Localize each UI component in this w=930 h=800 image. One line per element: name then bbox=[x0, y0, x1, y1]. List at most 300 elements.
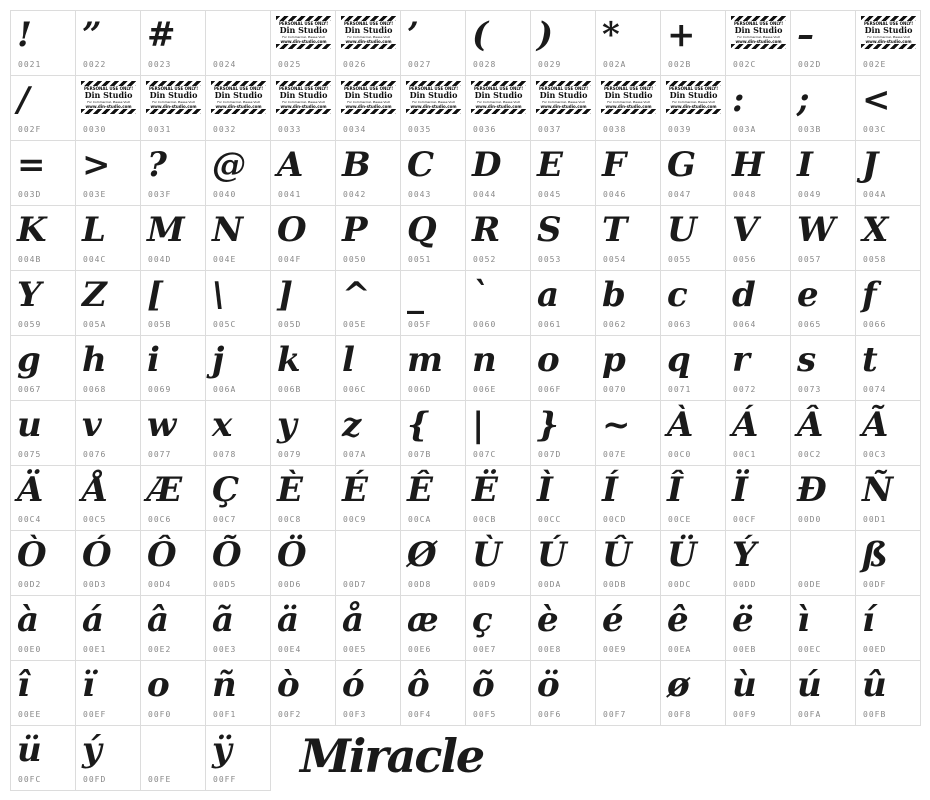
glyph-sample: E bbox=[537, 145, 563, 185]
glyph-cell bbox=[335, 75, 401, 141]
glyph-sample: w bbox=[147, 405, 177, 445]
glyph-sample: Ñ bbox=[862, 470, 894, 510]
glyph-cell bbox=[270, 660, 336, 726]
glyph-code: 004B bbox=[18, 255, 42, 264]
glyph-cell bbox=[270, 10, 336, 76]
glyph-code: 0047 bbox=[668, 190, 692, 199]
placeholder-line2: Din Studio bbox=[604, 91, 653, 100]
glyph-sample: o bbox=[537, 340, 560, 380]
glyph-cell bbox=[465, 400, 531, 466]
glyph-code: 00CC bbox=[538, 515, 562, 524]
placeholder-line4: www.din-studio.com bbox=[280, 39, 327, 44]
placeholder-line3: For Commercial, Please Visit bbox=[542, 100, 585, 104]
glyph-cell bbox=[75, 725, 141, 791]
placeholder-line3: For Commercial, Please Visit bbox=[347, 100, 390, 104]
glyph-code: 0027 bbox=[408, 60, 432, 69]
glyph-code: 0045 bbox=[538, 190, 562, 199]
glyph-cell bbox=[530, 465, 596, 531]
glyph-code: 002D bbox=[798, 60, 822, 69]
glyph-sample: ô bbox=[407, 665, 430, 705]
glyph-code: 00E7 bbox=[473, 645, 497, 654]
glyph-code: 005D bbox=[278, 320, 302, 329]
glyph-code: 0066 bbox=[863, 320, 887, 329]
glyph-cell bbox=[790, 660, 856, 726]
glyph-cell bbox=[790, 270, 856, 336]
glyph-cell bbox=[725, 595, 791, 661]
glyph-cell bbox=[855, 465, 921, 531]
glyph-sample: á bbox=[82, 600, 105, 640]
glyph-sample: Î bbox=[667, 470, 683, 510]
glyph-sample: Í bbox=[602, 470, 618, 510]
glyph-cell bbox=[465, 465, 531, 531]
placeholder-line2: Din Studio bbox=[669, 91, 718, 100]
glyph-sample: @ bbox=[212, 145, 246, 185]
glyph-sample: C bbox=[407, 145, 435, 185]
glyph-sample: / bbox=[17, 80, 30, 120]
glyph-sample: ù bbox=[732, 665, 757, 705]
glyph-cell bbox=[660, 335, 726, 401]
glyph-code: 002E bbox=[863, 60, 887, 69]
glyph-cell bbox=[725, 75, 791, 141]
placeholder-line4: www.din-studio.com bbox=[605, 104, 652, 109]
glyph-cell bbox=[790, 10, 856, 76]
glyph-code: 0026 bbox=[343, 60, 367, 69]
glyph-cell bbox=[205, 725, 271, 791]
glyph-code: 0060 bbox=[473, 320, 497, 329]
glyph-sample: T bbox=[602, 210, 628, 250]
glyph-code: 00C5 bbox=[83, 515, 107, 524]
glyph-sample: à bbox=[17, 600, 40, 640]
glyph-sample: Ê bbox=[407, 470, 433, 510]
glyph-code: 0059 bbox=[18, 320, 42, 329]
glyph-code: 0048 bbox=[733, 190, 757, 199]
placeholder-line1: PERSONAL USE ONLY! bbox=[148, 86, 199, 91]
glyph-code: 00F0 bbox=[148, 710, 172, 719]
placeholder-line1: PERSONAL USE ONLY! bbox=[473, 86, 524, 91]
glyph-cell bbox=[140, 270, 206, 336]
glyph-code: 0072 bbox=[733, 385, 757, 394]
glyph-code: 0043 bbox=[408, 190, 432, 199]
placeholder-logo bbox=[861, 16, 916, 49]
glyph-sample: G bbox=[667, 145, 697, 185]
glyph-sample: c bbox=[667, 275, 688, 315]
glyph-sample: É bbox=[342, 470, 368, 510]
placeholder-logo bbox=[146, 81, 201, 114]
glyph-cell bbox=[140, 75, 206, 141]
glyph-sample: * bbox=[602, 15, 620, 55]
glyph-sample: [ bbox=[147, 275, 164, 315]
glyph-sample: õ bbox=[472, 665, 495, 705]
glyph-code: 00EE bbox=[18, 710, 42, 719]
glyph-code: 00F2 bbox=[278, 710, 302, 719]
glyph-cell bbox=[530, 270, 596, 336]
glyph-code: 002A bbox=[603, 60, 627, 69]
glyph-sample: ç bbox=[472, 600, 493, 640]
glyph-code: 0055 bbox=[668, 255, 692, 264]
glyph-sample: – bbox=[797, 15, 814, 55]
glyph-cell bbox=[530, 75, 596, 141]
glyph-code: 00C6 bbox=[148, 515, 172, 524]
placeholder-line2: Din Studio bbox=[344, 26, 393, 35]
glyph-cell bbox=[75, 400, 141, 466]
placeholder-line2: Din Studio bbox=[864, 26, 913, 35]
placeholder-line1: PERSONAL USE ONLY! bbox=[83, 86, 134, 91]
glyph-sample: í bbox=[862, 600, 875, 640]
stripe-band bbox=[276, 109, 331, 114]
glyph-cell bbox=[10, 595, 76, 661]
glyph-code: 007C bbox=[473, 450, 497, 459]
glyph-cell bbox=[205, 465, 271, 531]
glyph-cell bbox=[140, 595, 206, 661]
glyph-cell bbox=[10, 140, 76, 206]
glyph-code: 0056 bbox=[733, 255, 757, 264]
glyph-code: 00D9 bbox=[473, 580, 497, 589]
glyph-cell bbox=[790, 465, 856, 531]
glyph-code: 00ED bbox=[863, 645, 887, 654]
glyph-code: 003A bbox=[733, 125, 757, 134]
glyph-sample: ~ bbox=[602, 405, 631, 445]
glyph-cell bbox=[725, 660, 791, 726]
glyph-cell bbox=[400, 660, 466, 726]
glyph-code: 00E9 bbox=[603, 645, 627, 654]
glyph-sample: i bbox=[147, 340, 160, 380]
glyph-sample: Ô bbox=[147, 535, 177, 575]
glyph-sample: j bbox=[212, 340, 225, 380]
placeholder-line1: PERSONAL USE ONLY! bbox=[408, 86, 459, 91]
stripe-band bbox=[731, 44, 786, 49]
placeholder-line2: Din Studio bbox=[149, 91, 198, 100]
glyph-cell bbox=[140, 400, 206, 466]
glyph-cell bbox=[75, 270, 141, 336]
glyph-code: 003E bbox=[83, 190, 107, 199]
glyph-sample: ” bbox=[82, 15, 102, 55]
placeholder-line3: For Commercial, Please Visit bbox=[87, 100, 130, 104]
glyph-cell bbox=[595, 465, 661, 531]
glyph-sample: Ï bbox=[732, 470, 748, 510]
glyph-code: 00C2 bbox=[798, 450, 822, 459]
glyph-sample: L bbox=[82, 210, 106, 250]
glyph-sample: ä bbox=[277, 600, 300, 640]
stripe-band bbox=[861, 44, 916, 49]
glyph-cell bbox=[725, 530, 791, 596]
glyph-sample: b bbox=[602, 275, 626, 315]
placeholder-line3: For Commercial, Please Visit bbox=[737, 35, 780, 39]
glyph-sample: = bbox=[17, 145, 46, 185]
glyph-sample: v bbox=[82, 405, 102, 445]
glyph-code: 0024 bbox=[213, 60, 237, 69]
glyph-cell bbox=[75, 595, 141, 661]
stripe-band bbox=[211, 109, 266, 114]
placeholder-line3: For Commercial, Please Visit bbox=[282, 35, 325, 39]
glyph-sample: # bbox=[147, 15, 176, 55]
glyph-cell bbox=[790, 75, 856, 141]
glyph-sample: Â bbox=[797, 405, 824, 445]
glyph-code: 00D6 bbox=[278, 580, 302, 589]
glyph-code: 00E2 bbox=[148, 645, 172, 654]
glyph-cell bbox=[855, 530, 921, 596]
placeholder-line3: For Commercial, Please Visit bbox=[477, 100, 520, 104]
glyph-sample: B bbox=[342, 145, 371, 185]
glyph-sample: K bbox=[17, 210, 47, 250]
glyph-sample: x bbox=[212, 405, 233, 445]
glyph-cell bbox=[595, 10, 661, 76]
glyph-sample: ) bbox=[537, 15, 554, 55]
stripe-band bbox=[601, 109, 656, 114]
glyph-code: 0070 bbox=[603, 385, 627, 394]
placeholder-line2: Din Studio bbox=[474, 91, 523, 100]
glyph-code: 00DB bbox=[603, 580, 627, 589]
glyph-code: 0028 bbox=[473, 60, 497, 69]
glyph-cell bbox=[10, 270, 76, 336]
glyph-sample: È bbox=[277, 470, 303, 510]
glyph-cell bbox=[855, 400, 921, 466]
glyph-sample: Ä bbox=[17, 470, 44, 510]
glyph-sample: y bbox=[277, 405, 297, 445]
glyph-sample: < bbox=[862, 80, 891, 120]
glyph-sample: k bbox=[277, 340, 301, 380]
glyph-cell bbox=[335, 660, 401, 726]
glyph-cell bbox=[725, 205, 791, 271]
glyph-cell bbox=[465, 595, 531, 661]
placeholder-line2: Din Studio bbox=[344, 91, 393, 100]
glyph-code: 003D bbox=[18, 190, 42, 199]
glyph-code: 006D bbox=[408, 385, 432, 394]
stripe-band bbox=[666, 109, 721, 114]
glyph-code: 0050 bbox=[343, 255, 367, 264]
glyph-code: 006B bbox=[278, 385, 302, 394]
glyph-cell bbox=[725, 10, 791, 76]
glyph-cell bbox=[595, 530, 661, 596]
glyph-cell bbox=[10, 465, 76, 531]
glyph-cell bbox=[270, 335, 336, 401]
glyph-sample: Ü bbox=[667, 535, 697, 575]
placeholder-logo bbox=[666, 81, 721, 114]
glyph-cell bbox=[205, 270, 271, 336]
glyph-cell bbox=[270, 595, 336, 661]
glyph-cell bbox=[400, 270, 466, 336]
glyph-cell bbox=[595, 270, 661, 336]
placeholder-logo bbox=[276, 81, 331, 114]
placeholder-line1: PERSONAL USE ONLY! bbox=[668, 86, 719, 91]
glyph-cell bbox=[855, 270, 921, 336]
glyph-code: 0023 bbox=[148, 60, 172, 69]
glyph-code: 00FF bbox=[213, 775, 237, 784]
glyph-cell bbox=[725, 270, 791, 336]
glyph-sample: Å bbox=[82, 470, 109, 510]
glyph-cell bbox=[140, 725, 206, 791]
glyph-code: 0078 bbox=[213, 450, 237, 459]
glyph-sample: ß bbox=[862, 535, 888, 575]
glyph-cell bbox=[660, 205, 726, 271]
glyph-cell bbox=[660, 10, 726, 76]
glyph-code: 0065 bbox=[798, 320, 822, 329]
glyph-sample: q bbox=[667, 340, 691, 380]
glyph-sample: ; bbox=[797, 80, 810, 120]
glyph-code: 002F bbox=[18, 125, 42, 134]
glyph-code: 0039 bbox=[668, 125, 692, 134]
glyph-code: 00DD bbox=[733, 580, 757, 589]
glyph-cell bbox=[270, 205, 336, 271]
glyph-cell bbox=[660, 465, 726, 531]
placeholder-line4: www.din-studio.com bbox=[150, 104, 197, 109]
glyph-cell bbox=[400, 400, 466, 466]
glyph-cell bbox=[660, 400, 726, 466]
glyph-code: 004A bbox=[863, 190, 887, 199]
placeholder-line4: www.din-studio.com bbox=[670, 104, 717, 109]
glyph-sample: u bbox=[17, 405, 42, 445]
glyph-cell bbox=[660, 660, 726, 726]
glyph-sample: æ bbox=[407, 600, 439, 640]
glyph-cell bbox=[400, 10, 466, 76]
glyph-sample: Ö bbox=[277, 535, 307, 575]
glyph-cell bbox=[400, 595, 466, 661]
glyph-cell bbox=[140, 10, 206, 76]
placeholder-line3: For Commercial, Please Visit bbox=[217, 100, 260, 104]
glyph-code: 00F5 bbox=[473, 710, 497, 719]
placeholder-line4: www.din-studio.com bbox=[865, 39, 912, 44]
glyph-sample: t bbox=[862, 340, 878, 380]
glyph-cell bbox=[465, 75, 531, 141]
glyph-cell bbox=[530, 335, 596, 401]
glyph-code: 00D8 bbox=[408, 580, 432, 589]
glyph-cell bbox=[10, 335, 76, 401]
placeholder-logo bbox=[81, 81, 136, 114]
glyph-code: 0046 bbox=[603, 190, 627, 199]
glyph-sample: s bbox=[797, 340, 817, 380]
glyph-sample: J bbox=[862, 145, 879, 185]
glyph-cell bbox=[400, 530, 466, 596]
glyph-sample: P bbox=[342, 210, 368, 250]
glyph-sample: M bbox=[147, 210, 185, 250]
glyph-code: 00E4 bbox=[278, 645, 302, 654]
glyph-cell bbox=[270, 465, 336, 531]
glyph-sample: l bbox=[342, 340, 355, 380]
glyph-code: 00C8 bbox=[278, 515, 302, 524]
glyph-code: 0040 bbox=[213, 190, 237, 199]
glyph-cell bbox=[595, 595, 661, 661]
placeholder-line4: www.din-studio.com bbox=[475, 104, 522, 109]
glyph-code: 00CD bbox=[603, 515, 627, 524]
glyph-code: 00D5 bbox=[213, 580, 237, 589]
placeholder-line3: For Commercial, Please Visit bbox=[867, 35, 910, 39]
glyph-cell bbox=[75, 660, 141, 726]
placeholder-logo bbox=[731, 16, 786, 49]
glyph-code: 00E0 bbox=[18, 645, 42, 654]
glyph-sample: Ù bbox=[472, 535, 502, 575]
placeholder-line2: Din Studio bbox=[214, 91, 263, 100]
glyph-cell bbox=[855, 10, 921, 76]
glyph-cell bbox=[205, 75, 271, 141]
glyph-cell bbox=[10, 400, 76, 466]
glyph-cell bbox=[270, 140, 336, 206]
glyph-code: 006C bbox=[343, 385, 367, 394]
glyph-cell bbox=[530, 530, 596, 596]
glyph-code: 00CB bbox=[473, 515, 497, 524]
glyph-cell bbox=[10, 660, 76, 726]
glyph-code: 00EB bbox=[733, 645, 757, 654]
glyph-code: 00DC bbox=[668, 580, 692, 589]
glyph-cell bbox=[530, 660, 596, 726]
glyph-cell bbox=[790, 205, 856, 271]
glyph-cell bbox=[75, 140, 141, 206]
glyph-code: 00CF bbox=[733, 515, 757, 524]
glyph-code: 0058 bbox=[863, 255, 887, 264]
glyph-sample: Ç bbox=[212, 470, 240, 510]
glyph-cell bbox=[530, 400, 596, 466]
glyph-sample: Ó bbox=[82, 535, 112, 575]
glyph-code: 003F bbox=[148, 190, 172, 199]
glyph-cell bbox=[205, 595, 271, 661]
glyph-cell bbox=[205, 530, 271, 596]
glyph-code: 00F6 bbox=[538, 710, 562, 719]
glyph-sample: f bbox=[862, 275, 877, 315]
placeholder-line3: For Commercial, Please Visit bbox=[607, 100, 650, 104]
stripe-band bbox=[536, 109, 591, 114]
glyph-cell bbox=[205, 140, 271, 206]
glyph-sample: O bbox=[277, 210, 307, 250]
glyph-sample: Ò bbox=[17, 535, 47, 575]
glyph-cell bbox=[140, 465, 206, 531]
glyph-sample: Õ bbox=[212, 535, 242, 575]
glyph-code: 0062 bbox=[603, 320, 627, 329]
glyph-sample: > bbox=[82, 145, 111, 185]
glyph-cell bbox=[335, 595, 401, 661]
glyph-cell bbox=[530, 205, 596, 271]
glyph-cell bbox=[725, 140, 791, 206]
glyph-cell bbox=[205, 335, 271, 401]
glyph-code: 00D3 bbox=[83, 580, 107, 589]
glyph-sample: D bbox=[472, 145, 502, 185]
glyph-sample: Ú bbox=[537, 535, 567, 575]
glyph-code: 0034 bbox=[343, 125, 367, 134]
glyph-sample: H bbox=[732, 145, 765, 185]
glyph-sample: \ bbox=[212, 275, 225, 315]
stripe-band bbox=[341, 109, 396, 114]
glyph-code: 00EC bbox=[798, 645, 822, 654]
glyph-sample: ’ bbox=[407, 15, 419, 55]
placeholder-line3: For Commercial, Please Visit bbox=[347, 35, 390, 39]
placeholder-line2: Din Studio bbox=[279, 91, 328, 100]
glyph-code: 0037 bbox=[538, 125, 562, 134]
glyph-cell bbox=[10, 530, 76, 596]
glyph-cell bbox=[335, 270, 401, 336]
glyph-cell bbox=[530, 140, 596, 206]
glyph-code: 003B bbox=[798, 125, 822, 134]
glyph-code: 0075 bbox=[18, 450, 42, 459]
glyph-sample: o bbox=[147, 665, 170, 705]
stripe-band bbox=[471, 109, 526, 114]
glyph-code: 005E bbox=[343, 320, 367, 329]
glyph-sample: ã bbox=[212, 600, 235, 640]
glyph-code: 00EA bbox=[668, 645, 692, 654]
glyph-sample: ! bbox=[17, 15, 32, 55]
glyph-code: 0025 bbox=[278, 60, 302, 69]
glyph-code: 00D0 bbox=[798, 515, 822, 524]
placeholder-line4: www.din-studio.com bbox=[410, 104, 457, 109]
glyph-sample: ý bbox=[82, 730, 102, 770]
glyph-sample: ] bbox=[277, 275, 294, 315]
glyph-sample: A bbox=[277, 145, 304, 185]
placeholder-line2: Din Studio bbox=[84, 91, 133, 100]
glyph-code: 00FE bbox=[148, 775, 172, 784]
glyph-sample: ö bbox=[537, 665, 560, 705]
glyph-sample: ú bbox=[797, 665, 822, 705]
glyph-code: 00DF bbox=[863, 580, 887, 589]
glyph-sample: W bbox=[797, 210, 836, 250]
glyph-code: 006A bbox=[213, 385, 237, 394]
placeholder-logo bbox=[341, 16, 396, 49]
glyph-code: 005B bbox=[148, 320, 172, 329]
